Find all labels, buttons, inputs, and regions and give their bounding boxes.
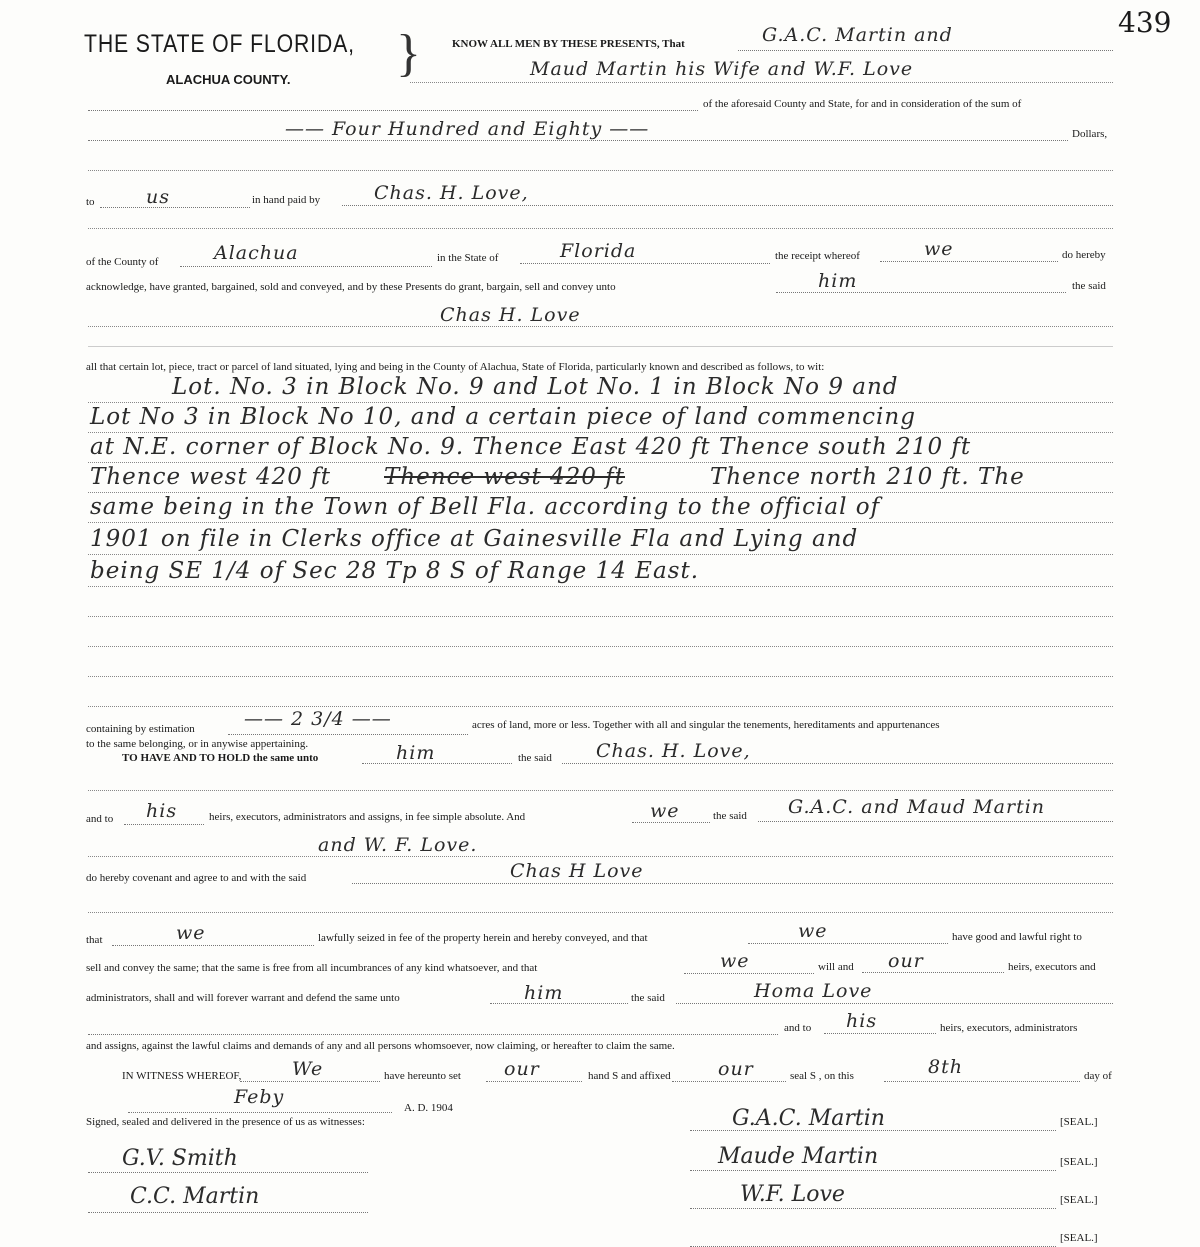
land-line-4b: Thence north 210 ft. The xyxy=(710,464,1025,490)
warrant-heirs: heirs, executors, administrators xyxy=(940,1022,1078,1034)
heirs-we: we xyxy=(650,800,680,822)
warrant-unto: him xyxy=(524,982,564,1004)
seized-right: have good and lawful right to xyxy=(952,931,1082,943)
acknowledge-text: acknowledge, have granted, bargained, sold and conveyed, and by these Presents do grant, bargain, sell and convey unto xyxy=(86,281,616,293)
will-and: will and xyxy=(818,961,854,973)
county-title: ALACHUA COUNTY. xyxy=(166,72,291,87)
seal-4: [SEAL.] xyxy=(1060,1232,1098,1244)
witness-ad: A. D. 1904 xyxy=(404,1102,453,1114)
signer-2: Maude Martin xyxy=(718,1144,879,1169)
receipt-value: we xyxy=(924,238,954,260)
warrant-text: administrators, shall and will forever warrant and defend the same unto xyxy=(86,992,400,1004)
seal-3: [SEAL.] xyxy=(1060,1194,1098,1206)
seized-we2: we xyxy=(798,920,828,942)
receipt-label: the receipt whereof xyxy=(775,250,860,262)
consideration-preamble: of the aforesaid County and State, for and in consideration of the sum of xyxy=(703,98,1022,110)
witness-signed: Signed, sealed and delivered in the presence of us as witnesses: xyxy=(86,1116,365,1128)
grantors-line2: Maud Martin his Wife and W.F. Love xyxy=(530,58,914,80)
land-line-6: 1901 on file in Clerks office at Gainesville Fla and Lying and xyxy=(90,526,859,552)
sell-our: our xyxy=(888,950,924,972)
witness-signature-2: C.C. Martin xyxy=(130,1184,260,1209)
to-value: us xyxy=(146,186,170,208)
know-all-text: KNOW ALL MEN BY THESE PRESENTS, That xyxy=(452,38,685,50)
witness-day-label: day of xyxy=(1084,1070,1112,1082)
grantee-1: Chas H. Love xyxy=(440,304,581,326)
seized-we: we xyxy=(176,922,206,944)
state-title: THE STATE OF FLORIDA, xyxy=(84,30,355,58)
the-said-2: the said xyxy=(518,752,552,764)
witness-month: Feby xyxy=(234,1086,285,1108)
paid-by-label: in hand paid by xyxy=(252,194,321,206)
the-said-1: the said xyxy=(1072,280,1106,292)
land-line-1: Lot. No. 3 in Block No. 9 and Lot No. 1 in Block No 9 and xyxy=(172,374,899,400)
estimation-label: containing by estimation xyxy=(86,723,195,735)
land-line-7: being SE 1/4 of Sec 28 Tp 8 S of Range 14 East. xyxy=(90,558,700,584)
consideration-amount: —— Four Hundred and Eighty —— xyxy=(285,118,650,140)
signer-3: W.F. Love xyxy=(740,1182,845,1207)
dollars-label: Dollars, xyxy=(1072,128,1108,140)
state-value: Florida xyxy=(560,240,637,262)
witness-hands: hand S and affixed xyxy=(588,1070,671,1082)
header-brace: } xyxy=(396,25,421,82)
sell-we: we xyxy=(720,950,750,972)
heirs-pronoun: his xyxy=(146,800,178,822)
land-line-4-struck: Thence west 420 ft xyxy=(384,464,626,490)
witness-signature-1: G.V. Smith xyxy=(122,1146,238,1171)
acres-text: acres of land, more or less. Together with all and singular the tenements, hereditaments and appurtenances xyxy=(472,719,940,731)
do-hereby: do hereby xyxy=(1062,249,1106,261)
witness-seals: seal S , on this xyxy=(790,1070,854,1082)
warrant-his: his xyxy=(846,1010,878,1032)
covenant-label: do hereby covenant and agree to and with the said xyxy=(86,872,307,884)
the-said-3: the said xyxy=(713,810,747,822)
that-label: that xyxy=(86,934,103,946)
grantors-line1: G.A.C. Martin and xyxy=(762,24,953,46)
seal-2: [SEAL.] xyxy=(1060,1156,1098,1168)
land-line-2: Lot No 3 in Block No 10, and a certain piece of land commencing xyxy=(90,404,916,430)
sell-text: sell and convey the same; that the same is free from all incumbrances of any kind whatsoever, and that xyxy=(86,962,538,974)
signer-1: G.A.C. Martin xyxy=(732,1106,885,1131)
habendum-grantee: Chas. H. Love, xyxy=(596,740,751,762)
estimation-value: —— 2 3/4 —— xyxy=(244,708,392,730)
land-line-5: same being in the Town of Bell Fla. according to the official of xyxy=(90,494,881,520)
unto-value: him xyxy=(818,270,858,292)
paid-by-value: Chas. H. Love, xyxy=(374,182,529,204)
belonging-text: to the same belonging, or in anywise appertaining. xyxy=(86,738,309,750)
and-to-2: and to xyxy=(784,1022,812,1034)
to-label: to xyxy=(86,196,95,208)
heirs-grantors-a: G.A.C. and Maud Martin xyxy=(788,796,1046,818)
land-line-4a: Thence west 420 ft xyxy=(90,464,332,490)
of-county-label: of the County of xyxy=(86,256,159,268)
witness-our2: our xyxy=(718,1058,754,1080)
land-intro: all that certain lot, piece, tract or parcel of land situated, lying and being in the County of Alachua, State of Florida, particularly known and described as follows, to wit: xyxy=(86,361,825,373)
covenant-grantee: Chas H Love xyxy=(510,860,644,882)
the-said-4: the said xyxy=(631,992,665,1004)
witness-our: our xyxy=(504,1058,540,1080)
sell-heirs: heirs, executors and xyxy=(1008,961,1096,973)
habendum-unto: him xyxy=(396,742,436,764)
habendum-label: TO HAVE AND TO HOLD the same unto xyxy=(122,752,319,764)
state-label: in the State of xyxy=(437,252,499,264)
witness-day: 8th xyxy=(928,1056,963,1078)
witness-have-set: have hereunto set xyxy=(384,1070,461,1082)
warrant-grantee: Homa Love xyxy=(754,980,873,1002)
and-to-1: and to xyxy=(86,813,114,825)
seized-text: lawfully seized in fee of the property herein and hereby conveyed, and that xyxy=(318,932,648,944)
heirs-text: heirs, executors, administrators and assigns, in fee simple absolute. And xyxy=(209,811,526,823)
page-number: 439 xyxy=(1118,6,1172,39)
heirs-grantors-b: and W. F. Love. xyxy=(318,834,478,856)
seal-1: [SEAL.] xyxy=(1060,1116,1098,1128)
land-line-3: at N.E. corner of Block No. 9. Thence East 420 ft Thence south 210 ft xyxy=(90,434,972,460)
county-value: Alachua xyxy=(214,242,299,264)
witness-label: IN WITNESS WHEREOF, xyxy=(122,1070,242,1082)
warrant-assigns: and assigns, against the lawful claims and demands of any and all persons whomsoever, now claiming, or hereafter to claim the same. xyxy=(86,1040,675,1052)
witness-we: We xyxy=(292,1058,324,1080)
